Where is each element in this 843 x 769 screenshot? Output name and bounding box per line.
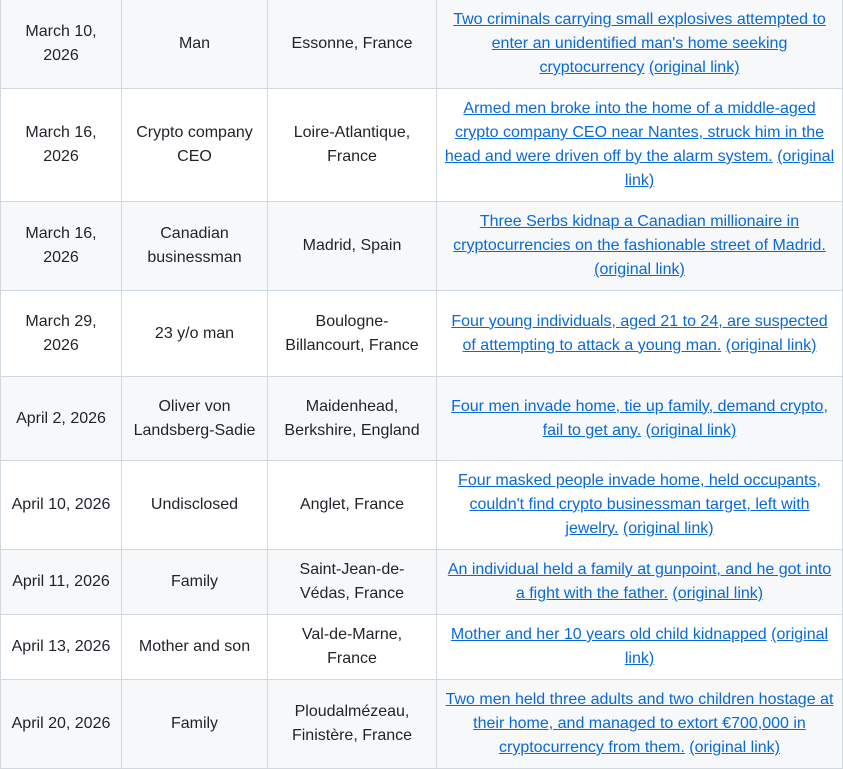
victim-cell: Undisclosed	[122, 461, 268, 550]
table-row	[1, 0, 843, 89]
description-link[interactable]: Two men held three adults and two children hostage at their home, and managed to extort €700,000 in cryptocurrency from them.	[445, 691, 834, 756]
original-link[interactable]: (original link)	[725, 336, 817, 354]
table-row	[1, 377, 843, 461]
original-link[interactable]: (original link)	[689, 739, 780, 756]
description-cell	[437, 550, 843, 615]
victim-cell: Man	[122, 0, 268, 89]
table-row	[1, 615, 843, 680]
table-row	[1, 89, 843, 202]
description-link[interactable]: An individual held a family at gunpoint, and he got into a fight with the father.	[447, 561, 832, 602]
location-cell: Boulogne-Billancourt, France	[268, 291, 437, 377]
date-cell: April 11, 2026	[1, 550, 122, 615]
original-link[interactable]: (original link)	[624, 148, 835, 189]
victim-cell: Mother and son	[122, 615, 268, 680]
location-cell: Maidenhead, Berkshire, England	[268, 377, 437, 461]
date-cell: April 20, 2026	[1, 680, 122, 769]
table-row	[1, 202, 843, 291]
description-cell	[437, 377, 843, 461]
description-cell	[437, 461, 843, 550]
description-link[interactable]: Four masked people invade home, held occupants, couldn't find crypto businessman target, left with jewelry.	[458, 472, 821, 537]
date-cell: March 10, 2026	[1, 0, 122, 89]
description-link[interactable]: Four young individuals, aged 21 to 24, are suspected of attempting to attack a young man.	[451, 312, 828, 354]
description-cell	[437, 89, 843, 202]
table-row	[1, 461, 843, 550]
description-cell	[437, 615, 843, 680]
description-cell	[437, 680, 843, 769]
location-cell: Essonne, France	[268, 0, 437, 89]
victim-cell: Family	[122, 680, 268, 769]
description-cell	[437, 0, 843, 89]
description-link[interactable]: Armed men broke into the home of a middle-aged crypto company CEO near Nantes, struck him in the head and were driven off by the alarm system.	[444, 100, 825, 165]
date-cell: April 2, 2026	[1, 377, 122, 461]
description-link[interactable]: Two criminals carrying small explosives attempted to enter an unidentified man's home seeking cryptocurrency	[453, 11, 826, 76]
location-cell: Saint-Jean-de-Védas, France	[268, 550, 437, 615]
description-cell	[437, 202, 843, 291]
original-link[interactable]: (original link)	[648, 59, 740, 76]
original-link[interactable]: (original link)	[622, 520, 714, 537]
table-row	[1, 550, 843, 615]
victim-cell: Family	[122, 550, 268, 615]
date-cell: March 16, 2026	[1, 202, 122, 291]
date-cell: March 29, 2026	[1, 291, 122, 377]
incidents-table-body	[1, 0, 843, 769]
victim-cell: 23 y/o man	[122, 291, 268, 377]
original-link[interactable]: (original link)	[594, 261, 685, 278]
description-link[interactable]: Four men invade home, tie up family, demand crypto, fail to get any.	[451, 397, 828, 439]
location-cell: Ploudalmézeau, Finistère, France	[268, 680, 437, 769]
date-cell: March 16, 2026	[1, 89, 122, 202]
location-cell: Val-de-Marne, France	[268, 615, 437, 680]
description-link[interactable]: Mother and her 10 years old child kidnapped	[450, 626, 767, 643]
description-cell	[437, 291, 843, 377]
table-row	[1, 291, 843, 377]
victim-cell: Crypto company CEO	[122, 89, 268, 202]
original-link[interactable]: (original link)	[624, 626, 829, 667]
victim-cell: Oliver von Landsberg-Sadie	[122, 377, 268, 461]
description-link[interactable]: Three Serbs kidnap a Canadian millionaire in cryptocurrencies on the fashionable street of Madrid.	[453, 213, 826, 254]
location-cell: Madrid, Spain	[268, 202, 437, 291]
original-link[interactable]: (original link)	[645, 421, 737, 439]
location-cell: Loire-Atlantique, France	[268, 89, 437, 202]
victim-cell: Canadian businessman	[122, 202, 268, 291]
table-row	[1, 680, 843, 769]
original-link[interactable]: (original link)	[672, 585, 764, 602]
date-cell: April 10, 2026	[1, 461, 122, 550]
date-cell: April 13, 2026	[1, 615, 122, 680]
location-cell: Anglet, France	[268, 461, 437, 550]
